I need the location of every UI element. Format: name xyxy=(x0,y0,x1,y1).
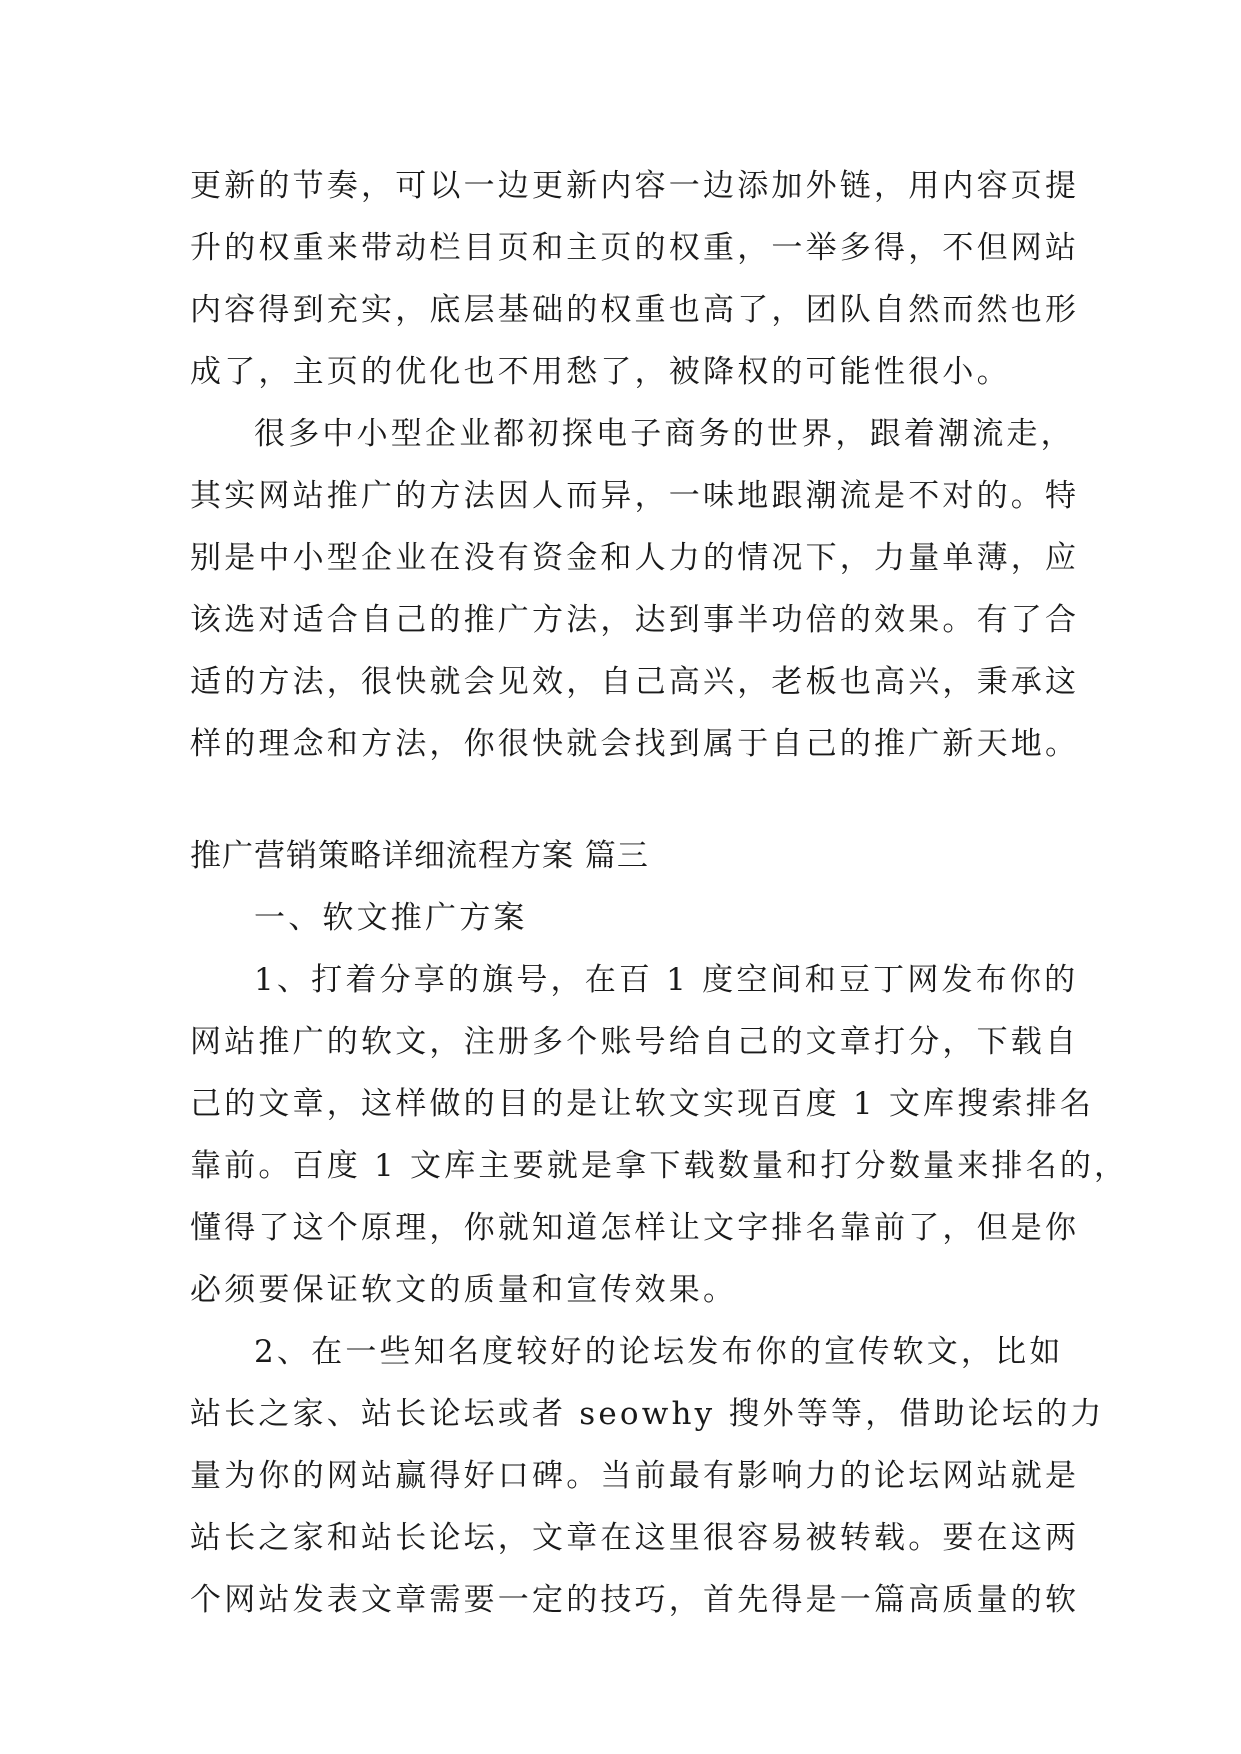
subsection-heading xyxy=(190,887,1060,949)
paragraph xyxy=(190,155,1080,403)
text-line: 1、打着分享的旗号，在百 1 度空间和豆丁网发布你的 xyxy=(254,962,1079,998)
text-line: 升的权重来带动栏目页和主页的权重，一举多得，不但网站 xyxy=(190,230,1080,266)
text-line: 该选对适合自己的推广方法，达到事半功倍的效果。有了合 xyxy=(190,602,1080,638)
text-line: 量为你的网站赢得好口碑。当前最有影响力的论坛网站就是 xyxy=(190,1458,1080,1494)
text-line: 很多中小型企业都初探电子商务的世界，跟着潮流走， xyxy=(254,416,1075,452)
text-line: 己的文章，这样做的目的是让软文实现百度 1 文库搜索排名 xyxy=(190,1086,1095,1122)
text-line: 个网站发表文章需要一定的技巧，首先得是一篇高质量的软 xyxy=(190,1582,1080,1618)
paragraph xyxy=(190,1321,1105,1631)
text-line: 更新的节奏，可以一边更新内容一边添加外链，用内容页提 xyxy=(190,168,1080,204)
text-line: 适的方法，很快就会见效，自己高兴，老板也高兴，秉承这 xyxy=(190,664,1080,700)
paragraph xyxy=(190,949,1129,1321)
text-line: 2、在一些知名度较好的论坛发布你的宣传软文，比如 xyxy=(254,1334,1064,1370)
text-line: 样的理念和方法，你很快就会找到属于自己的推广新天地。 xyxy=(190,726,1080,762)
text-line: 懂得了这个原理，你就知道怎样让文字排名靠前了，但是你 xyxy=(190,1210,1080,1246)
document-page xyxy=(190,155,1129,1631)
text-line: 内容得到充实，底层基础的权重也高了，团队自然而然也形 xyxy=(190,292,1080,328)
text-line: 网站推广的软文，注册多个账号给自己的文章打分，下载自 xyxy=(190,1024,1080,1060)
section-spacer xyxy=(190,775,1060,825)
text-line: 站长之家、站长论坛或者 seowhy 搜外等等，借助论坛的力 xyxy=(190,1396,1105,1432)
section-title: 推广营销策略详细流程方案 篇三 xyxy=(190,838,649,874)
paragraph xyxy=(190,403,1080,775)
text-line: 一、软文推广方案 xyxy=(254,900,528,936)
text-line: 站长之家和站长论坛，文章在这里很容易被转载。要在这两 xyxy=(190,1520,1080,1556)
text-line: 靠前。百度 1 文库主要就是拿下载数量和打分数量来排名的， xyxy=(190,1148,1129,1184)
text-line: 别是中小型企业在没有资金和人力的情况下，力量单薄，应 xyxy=(190,540,1080,576)
text-line: 成了，主页的优化也不用愁了，被降权的可能性很小。 xyxy=(190,354,1011,390)
text-line: 其实网站推广的方法因人而异，一味地跟潮流是不对的。特 xyxy=(190,478,1080,514)
text-line: 必须要保证软文的质量和宣传效果。 xyxy=(190,1272,738,1308)
